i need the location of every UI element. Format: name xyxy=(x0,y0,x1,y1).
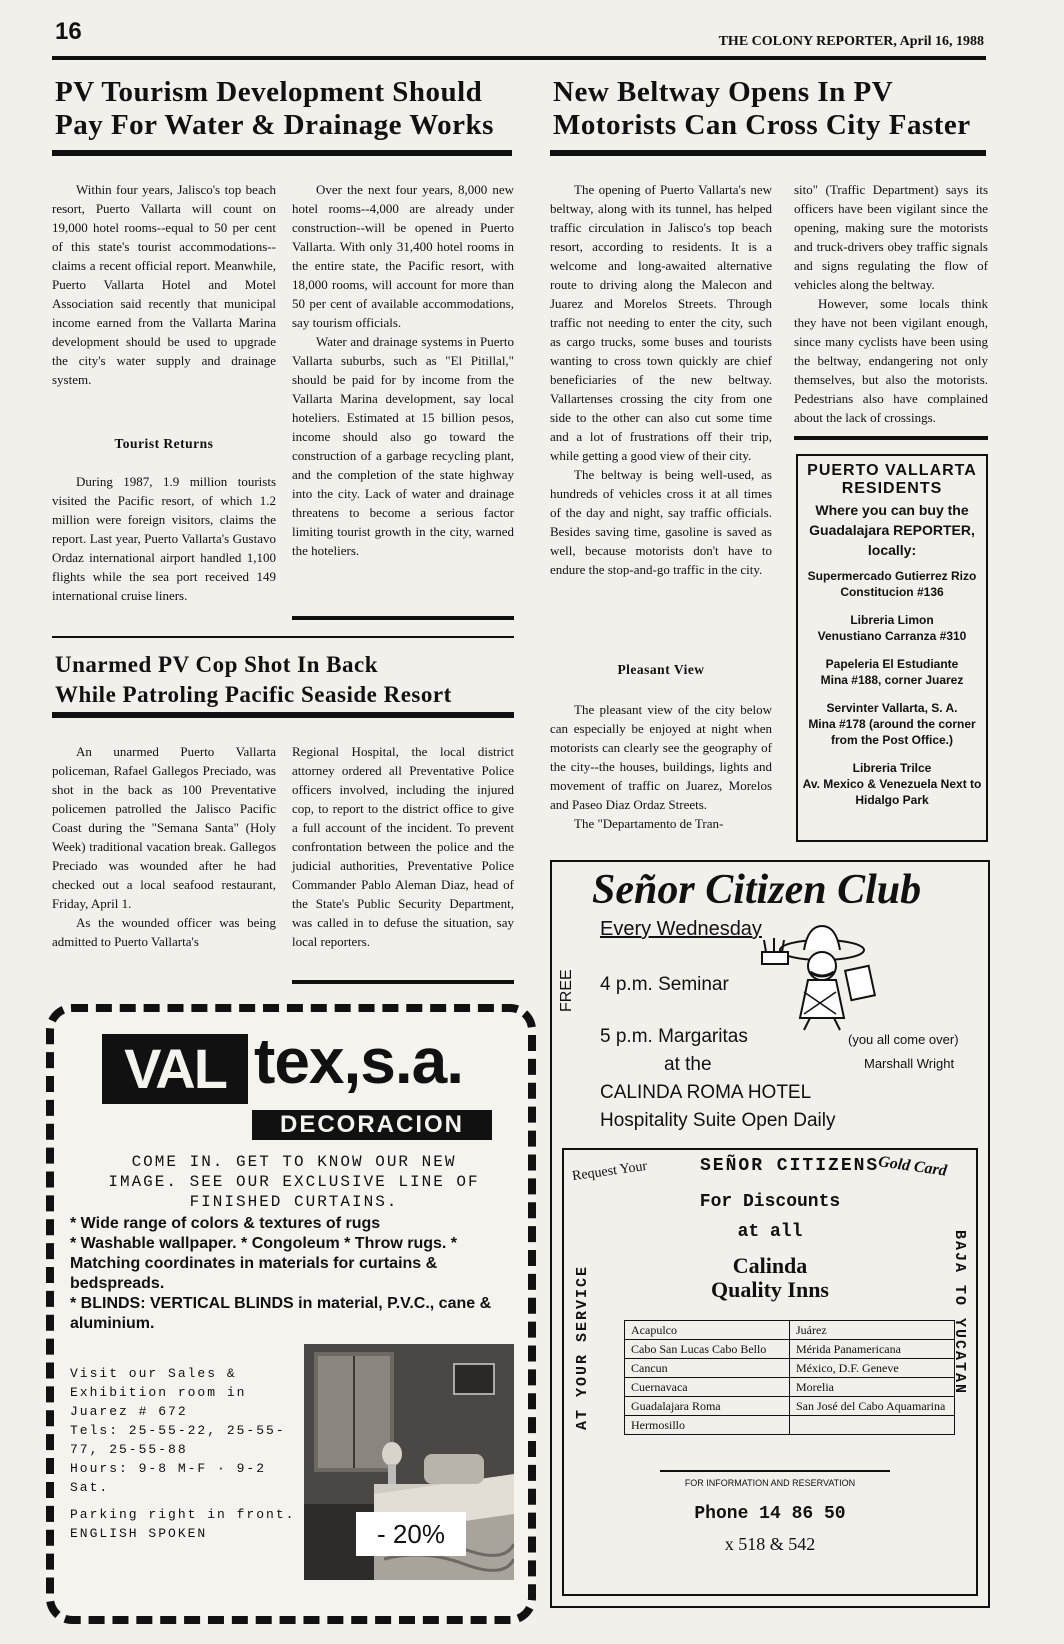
senor-hotel: CALINDA ROMA HOTEL xyxy=(600,1082,812,1103)
tourism-column-1b xyxy=(52,472,276,605)
tourism-column-2 xyxy=(292,180,514,560)
article-paragraph: The opening of Puerto Vallarta's new beltway, along with its tunnel, has helped traffic circulation in Jalisco's top beach resort, according to residents. It is a welcome and long-awaited alternative route to driving along the Malecon and Juarez and Morelos Streets. Through traffic not needing to enter the city, such as cargo trucks, some buses and tourists wanting to cross town quickly are chief beneficiaries of the new beltway. Vallartenses crossing the city from one side to the other can also cut some time and a lot of frustrations off their trip, while getting a good view of their city. xyxy=(550,182,772,463)
valtex-ad xyxy=(46,1004,536,1624)
section-divider xyxy=(52,636,514,638)
brand-line-1: Calinda xyxy=(732,1253,808,1278)
valtex-english: ENGLISH SPOKEN xyxy=(70,1526,208,1541)
article-paragraph: However, some locals think they have not been vigilant enough, since many cyclists have been using the beltway, endangering not only themselves, but also the motorists. Pedestrians also have complained about the lack of crossings. xyxy=(794,296,988,425)
article-paragraph: An unarmed Puerto Vallarta policeman, Rafael Gallegos Preciado, was shot in the back as 100 Preventative policemen patrolled the Jalisco Pacific Coast during the "Semana Santa" (Holy Week) traditional vacation break. Gallegos Preciado was wounded after he had checked out a local seafood restaurant, Friday, April 1. xyxy=(52,744,276,911)
hotel-cell: Morelia xyxy=(790,1378,955,1397)
senor-citizen-ad xyxy=(550,860,990,1608)
senor-at-the: at the xyxy=(664,1054,712,1075)
gold-ext: x 518 & 542 xyxy=(724,1534,816,1554)
tourism-headline-line2: Pay For Water & Drainage Works xyxy=(55,109,494,141)
article-paragraph: During 1987, 1.9 million tourists visited the Pacific resort, of which 1.2 million were foreign visitors, claims the report. Last year, Puerto Vallarta's Gustavo Ordaz international airport handled 1,100 flights while the sea port received 149 international cruise liners. xyxy=(52,474,276,603)
hotel-cell: Cancun xyxy=(625,1359,790,1378)
hotel-cell: Guadalajara Roma xyxy=(625,1397,790,1416)
table-row xyxy=(625,1340,955,1359)
senor-aside: (you all come over) xyxy=(848,1032,959,1047)
tourism-subhead: Tourist Returns xyxy=(114,436,214,451)
beltway-subhead: Pleasant View xyxy=(617,662,705,677)
store-address: Constitucion #136 xyxy=(840,585,944,599)
senor-margaritas: 5 p.m. Margaritas xyxy=(600,1026,748,1047)
hotel-cell: Cuernavaca xyxy=(625,1378,790,1397)
residents-title-2: RESIDENTS xyxy=(841,480,943,497)
residents-box xyxy=(796,454,988,842)
senor-subtitle: Every Wednesday xyxy=(600,918,762,940)
store-address: Av. Mexico & Venezuela Next to Hidalgo Park xyxy=(802,777,982,807)
valtex-intro: COME IN. GET TO KNOW OUR NEW IMAGE. SEE OUR EXCLUSIVE LINE OF FINISHED CURTAINS. xyxy=(108,1153,480,1211)
senor-title: Señor Citizen Club xyxy=(592,867,922,913)
free-label: FREE xyxy=(558,969,575,1012)
valtex-contact xyxy=(70,1364,300,1543)
article-paragraph: The beltway is being well-used, as hundreds of vehicles cross it at all times of the day and night, say traffic officials. Besides saving time, gasoline is saved as well, because motorists don't have to endure the stop-and-go traffic in the city. xyxy=(550,467,772,577)
discount-badge: - 20% xyxy=(356,1512,466,1556)
valtex-hours: Hours: 9-8 M-F · 9-2 Sat. xyxy=(70,1461,267,1495)
beltway-headline-line2: Motorists Can Cross City Faster xyxy=(553,109,971,141)
tourism-column-1 xyxy=(52,180,276,389)
senor-suite: Hospitality Suite Open Daily xyxy=(600,1110,836,1131)
beltway-column-1b xyxy=(550,700,772,833)
table-row xyxy=(625,1378,955,1397)
article-paragraph: sito" (Traffic Department) says its officers have been vigilant since the opening, making sure the motorists and truck-drivers obey traffic signals and signs regulating the flow of vehicles along the beltway. xyxy=(794,182,988,292)
valtex-bullet: * BLINDS: VERTICAL BLINDS in material, P.V.C., cane & aluminium. xyxy=(70,1295,492,1332)
valtex-visit: Visit our Sales & Exhibition room in Juarez # 672 xyxy=(70,1366,247,1419)
store-address: Mina #188, corner Juarez xyxy=(820,673,964,687)
table-row xyxy=(625,1416,955,1435)
article-paragraph: Regional Hospital, the local district attorney ordered all Preventative Police officers involved, including the injured cop, to report to the district office to give a full account of the incident. To prevent confrontation between the police and the judicial authorities, Preventative Police Commander Pablo Aleman Diaz, head of the State's Public Security Department, was called in to defuse the situation, say local reporters. xyxy=(292,744,514,949)
store-entry xyxy=(798,568,986,600)
gold-senor: SEÑOR CITIZENS xyxy=(700,1156,880,1176)
gold-at-all: at all xyxy=(737,1222,803,1242)
column-end-rule xyxy=(292,616,514,620)
cop-column-2 xyxy=(292,742,514,951)
store-entry xyxy=(798,700,986,748)
info-rule xyxy=(660,1470,890,1472)
cop-headline-rule xyxy=(52,712,514,718)
store-name: Libreria Limon xyxy=(850,613,934,627)
valtex-logo-mark: VAL xyxy=(102,1034,248,1104)
sombrero-mascot-illustration xyxy=(752,922,882,1032)
store-name: Supermercado Gutierrez Rizo xyxy=(807,569,977,583)
senor-seminar: 4 p.m. Seminar xyxy=(600,974,729,995)
cop-headline-line2: While Patroling Pacific Seaside Resort xyxy=(55,682,452,707)
hotel-cell: Hermosillo xyxy=(625,1416,790,1435)
beltway-column-2 xyxy=(794,180,988,427)
residents-store-list xyxy=(798,568,986,808)
beltway-column-1 xyxy=(550,180,772,579)
article-paragraph: Water and drainage systems in Puerto Vallarta suburbs, such as "El Pitillal," should be paid for by income from the Vallarta Marina development, say local hoteliers. Estimated at 15 billion pesos, income should also go toward the construction of a garbage recycling plant, and the completion of the state highway into the city. Lack of water and drainage threatens to become a serious factor limiting tourist growth in the city, warned the hoteliers. xyxy=(292,334,514,558)
store-name: Servinter Vallarta, S. A. xyxy=(826,701,958,715)
gold-request: Request Your xyxy=(571,1158,649,1185)
valtex-bullet: * Washable wallpaper. * Congoleum * Throw rugs. * Matching coordinates in materials for curtains & bedspreads. xyxy=(70,1235,458,1292)
hotel-cell: México, D.F. Geneve xyxy=(790,1359,955,1378)
valtex-bullets xyxy=(70,1214,500,1334)
tourism-headline-rule xyxy=(52,150,512,156)
cop-headline-line1: Unarmed PV Cop Shot In Back xyxy=(55,652,378,677)
table-row xyxy=(625,1359,955,1378)
article-paragraph: As the wounded officer was being admitted to Puerto Vallarta's xyxy=(52,915,276,949)
senor-signature: Marshall Wright xyxy=(864,1056,955,1071)
valtex-logo-text: tex,s.a. xyxy=(254,1025,464,1097)
publication-line: THE COLONY REPORTER, April 16, 1988 xyxy=(718,34,984,49)
masthead-rule xyxy=(52,56,986,60)
store-entry xyxy=(798,656,986,688)
column-end-rule xyxy=(292,980,514,984)
gold-for-discounts: For Discounts xyxy=(699,1192,841,1212)
side-text-left: AT YOUR SERVICE xyxy=(574,1264,591,1430)
hotel-cell: Cabo San Lucas Cabo Bello xyxy=(625,1340,790,1359)
cop-headline xyxy=(55,650,525,710)
beltway-headline-rule xyxy=(550,150,986,156)
page-number: 16 xyxy=(55,18,82,45)
valtex-tels: Tels: 25-55-22, 25-55-77, 25-55-88 xyxy=(70,1423,286,1457)
hotel-table xyxy=(624,1320,955,1435)
calinda-brand xyxy=(564,1254,976,1302)
store-address: Venustiano Carranza #310 xyxy=(817,629,967,643)
store-name: Papeleria El Estudiante xyxy=(825,657,959,671)
hotel-cell: Juárez xyxy=(790,1321,955,1340)
gold-phone: Phone 14 86 50 xyxy=(694,1504,846,1524)
table-row xyxy=(625,1321,955,1340)
store-entry xyxy=(798,612,986,644)
store-name: Libreria Trilce xyxy=(852,761,932,775)
article-paragraph: The "Departamento de Tran- xyxy=(574,816,724,831)
hotel-cell: San José del Cabo Aquamarina xyxy=(790,1397,955,1416)
valtex-logo xyxy=(102,1025,492,1104)
bedroom-photo xyxy=(304,1344,514,1580)
gold-info: FOR INFORMATION AND RESERVATION xyxy=(684,1478,856,1488)
article-paragraph: The pleasant view of the city below can especially be enjoyed at night when motorists can clearly see the geography of the city--the houses, buildings, lights and movement of traffic on Juarez, Morelos and Paseo Diaz Ordaz Streets. xyxy=(550,702,772,812)
hotel-cell: Mérida Panamericana xyxy=(790,1340,955,1359)
table-row xyxy=(625,1397,955,1416)
beltway-headline-line1: New Beltway Opens In PV xyxy=(553,76,894,108)
valtex-banner: DECORACION xyxy=(252,1110,492,1140)
tourism-headline xyxy=(55,76,525,142)
beltway-headline xyxy=(553,76,993,142)
hotel-cell: Acapulco xyxy=(625,1321,790,1340)
valtex-parking: Parking right in front. xyxy=(70,1507,296,1522)
residents-intro: Where you can buy the Guadalajara REPORTER, locally: xyxy=(809,502,975,558)
gold-card-box xyxy=(562,1148,978,1596)
residents-title-1: PUERTO VALLARTA xyxy=(807,462,977,479)
column-end-rule xyxy=(794,436,988,440)
valtex-bullet: * Wide range of colors & textures of rugs xyxy=(70,1215,381,1232)
gold-card-label: Gold Card xyxy=(877,1153,948,1180)
brand-line-2: Quality Inns xyxy=(711,1277,829,1302)
store-entry xyxy=(798,760,986,808)
cop-column-1 xyxy=(52,742,276,951)
side-text-right: BAJA TO YUCATAN xyxy=(951,1230,968,1396)
store-address: Mina #178 (around the corner from the Post Office.) xyxy=(808,717,976,747)
article-paragraph: Over the next four years, 8,000 new hotel rooms--4,000 are already under construction--will be opened in Puerto Vallarta. With only 31,400 hotel rooms in the entire state, the Pacific resort, with 18,000 rooms, will account for more than 50 per cent of available accommodations, say tourism officials. xyxy=(292,182,514,330)
hotel-cell xyxy=(790,1416,955,1435)
article-paragraph: Within four years, Jalisco's top beach resort, Puerto Vallarta will count on 19,000 hotel rooms--equal to 50 per cent of this state's tourist accommodations--claims a recent official report. Meanwhile, Puerto Vallarta Hotel and Motel Association said recently that municipal income earned from the Vallarta Marina development should be used to upgrade the city's water supply and drainage system. xyxy=(52,182,276,387)
tourism-headline-line1: PV Tourism Development Should xyxy=(55,76,483,108)
